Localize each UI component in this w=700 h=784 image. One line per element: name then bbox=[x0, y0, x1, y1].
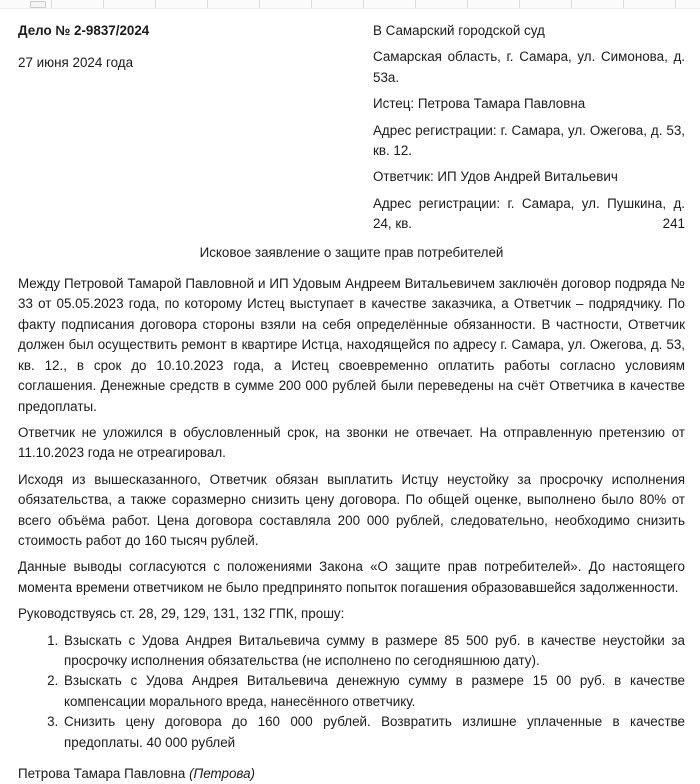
signature-name: Петрова Тамара Павловна bbox=[18, 766, 186, 781]
signature-line bbox=[18, 764, 685, 784]
claim-item: 3. Снизить цену договора до 160 000 рублей. Возвратить излишне уплаченные в качестве предоплаты. 40 000 рублей bbox=[62, 712, 685, 753]
body-paragraph: Между Петровой Тамарой Павловной и ИП Удовым Андреем Витальевичем заключён договор подряда № 33 от 05.05.2023 года, по которому Истец выступает в качестве заказчика, а Ответчик – подрядчику. По факту подписания договора стороны взяли на себя определённые обязанности. В частности, Ответчик должен был осуществить ремонт в квартире Истца, находящейся по адресу г. Самара, ул. Ожегова, д. 53, кв. 12., в срок до 10.10.2023 года, а Истец своевременно оплатить работы согласно условиям соглашения. Денежные средств в сумме 200 000 рублей были переведены на счёт Ответчика в качестве предоплаты. bbox=[18, 276, 685, 414]
document-title: Исковое заявление о защите прав потребителей bbox=[199, 244, 504, 260]
body-paragraph: Исходя из вышесказанного, Ответчик обязан выплатить Истцу неустойку за просрочку исполнения обязательства, а также соразмерно снизить цену договора. По общей оценке, выполнено было 80% от всего объёма работ. Цена договора составляла 200 000 рублей, следовательно, необходимо снизить стоимость работ до 160 тысяч рублей. bbox=[18, 471, 685, 548]
document-header bbox=[18, 21, 685, 241]
body-paragraph: Руководствуясь ст. 28, 29, 129, 131, 132 ГПК, прошу: bbox=[18, 606, 345, 622]
addressee-block bbox=[373, 21, 685, 241]
plaintiff-address: Адрес регистрации: г. Самара, ул. Ожегова, д. 53, кв. 12. bbox=[373, 122, 685, 159]
body-paragraph: Данные выводы согласуются с положениями Закона «О защите прав потребителей». До настоящего момента времени ответчиком не было предпринято попыток погашения образовавшейся задолженности. bbox=[18, 559, 685, 595]
claims-list bbox=[18, 631, 685, 753]
plaintiff-name: Истец: Петрова Тамара Павловна bbox=[373, 96, 586, 112]
defendant-apartment-number: 241 bbox=[662, 216, 685, 232]
body-paragraph: Ответчик не уложился в обусловленный срок, на звонки не отвечает. На отправленную претензию от 11.10.2023 года не отреагировал. bbox=[18, 424, 685, 461]
document-content bbox=[0, 9, 700, 784]
court-name: В Самарский городской суд bbox=[373, 23, 545, 38]
claim-item: 2. Взыскать с Удова Андрея Витальевича денежную сумму в размере 15 00 руб. в качестве компенсации морального вреда, нанесённого ответчику. bbox=[62, 671, 685, 712]
claim-item: 1. Взыскать с Удова Андрея Витальевича сумму в размере 85 500 руб. в качестве неустойки за просрочку исполнения обязательства (не исполнено по сегодняшнюю дату). bbox=[62, 631, 685, 672]
ruler-indent-marker bbox=[30, 1, 46, 8]
defendant-address bbox=[373, 194, 685, 235]
ruler-strip bbox=[0, 0, 700, 9]
case-info-block bbox=[18, 21, 363, 241]
body-paragraphs bbox=[18, 274, 685, 625]
case-date: 27 июня 2024 года bbox=[18, 55, 134, 71]
defendant-name: Ответчик: ИП Удов Андрей Витальевич bbox=[373, 169, 618, 185]
case-number: Дело № 2-9837/2024 bbox=[18, 23, 150, 38]
signature-handwritten-note: (Петрова) bbox=[189, 766, 256, 781]
defendant-address-text: Адрес регистрации: г. Самара, ул. Пушкина, д. 24, кв. bbox=[373, 195, 685, 232]
court-address: Самарская область, г. Самара, ул. Симонова, д. 53а. bbox=[373, 49, 685, 85]
